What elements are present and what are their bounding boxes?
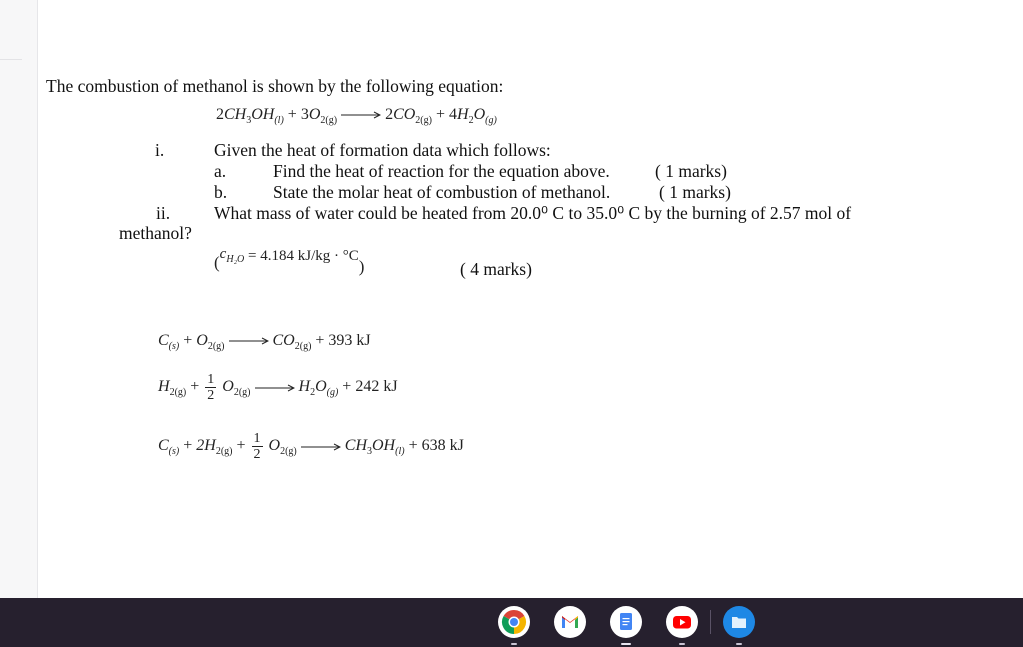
taskbar-shelf — [0, 598, 1023, 647]
question-a-letter: a. — [214, 161, 227, 181]
question-b-marks: ( 1 marks) — [659, 182, 731, 202]
formation-equation-co2: $C_{(s)} + O_{2(g)}$ $CO_{2(g)} + 393$ kJ — [158, 332, 371, 352]
reaction-arrow-icon — [255, 383, 295, 393]
panel-divider — [0, 59, 22, 60]
gmail-icon[interactable] — [554, 606, 586, 638]
question-i-number: i. — [155, 140, 165, 160]
youtube-icon[interactable] — [666, 606, 698, 638]
files-icon[interactable] — [723, 606, 755, 638]
question-ii-marks: ( 4 marks) — [460, 259, 532, 279]
docs-icon[interactable] — [610, 606, 642, 638]
question-a-marks: ( 1 marks) — [655, 161, 727, 181]
reaction-arrow-icon — [301, 442, 341, 452]
question-b-text: State the molar heat of combustion of methanol. — [273, 182, 611, 202]
shelf-divider — [710, 610, 711, 634]
intro-text: The combustion of methanol is shown by the following equation: — [46, 76, 504, 96]
reaction-arrow-icon — [229, 336, 269, 346]
question-i-text: Given the heat of formation data which follows: — [214, 140, 551, 160]
question-ii-text: What mass of water could be heated from 20.0⁰ C to 35.0⁰ C by the burning of 2.57 mol of — [214, 203, 852, 223]
formation-equation-h2o: $H_{2(g)}$ + $\frac{1}{2}$ $O_{2(g)}$ $H_2O_{(g)} + 242$ kJ — [158, 372, 398, 403]
question-ii-continuation: methanol? — [119, 223, 192, 243]
specific-heat-formula: ($c_{H_2O} = 4.184$ kJ/kg · °C) — [214, 246, 365, 276]
question-a-text: Find the heat of reaction for the equation above. — [273, 161, 610, 181]
left-side-panel — [0, 0, 38, 598]
document-page — [38, 0, 1023, 598]
question-b-letter: b. — [214, 182, 228, 202]
combustion-equation: $2CH_3OH_{(l)} + 3O_{2(g)}$ $2CO_{2(g)} + 4H_2O_{(g)}$ — [216, 106, 497, 126]
half-fraction: $\frac{1}{2}$ — [207, 372, 215, 403]
reaction-arrow-icon — [341, 110, 381, 120]
formation-equation-methanol: $C_{(s)} + 2H_{2(g)}$ + $\frac{1}{2}$ $O_{2(g)}$ $CH_3OH_{(l)} + 638$ kJ — [158, 431, 464, 462]
half-fraction: $\frac{1}{2}$ — [253, 431, 261, 462]
question-ii-number: ii. — [156, 203, 171, 223]
chrome-icon[interactable] — [498, 606, 530, 638]
